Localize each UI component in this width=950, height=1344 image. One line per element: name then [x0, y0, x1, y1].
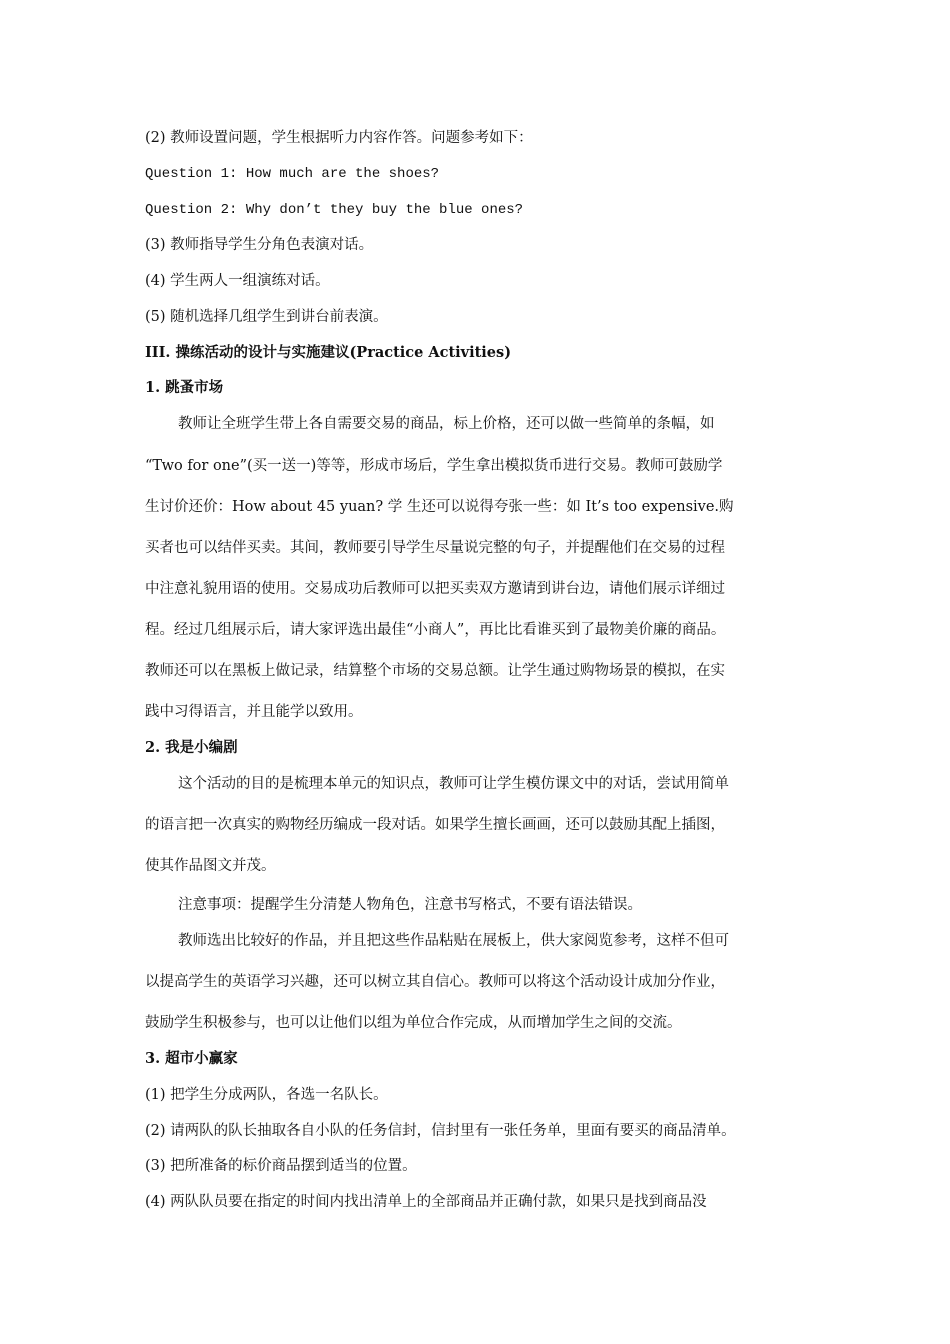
list-item: (4) 学生两人一组演练对话。 [145, 273, 330, 289]
paragraph-line: 鼓励学生积极参与，也可以让他们以组为单位合作完成，从而增加学生之间的交流。 [145, 1015, 682, 1031]
paragraph-line: 教师还可以在黑板上做记录，结算整个市场的交易总额。让学生通过购物场景的模拟，在实 [145, 663, 725, 679]
paragraph-line: “Two for one”(买一送一)等等，形成市场后，学生拿出模拟货币进行交易。教师可鼓励学 [145, 458, 723, 474]
paragraph-line: 这个活动的目的是梳理本单元的知识点，教师可让学生模仿课文中的对话，尝试用简单 [178, 776, 729, 792]
subsection-heading: 3. 超市小赢家 [145, 1050, 238, 1067]
list-item: (2) 请两队的队长抽取各自小队的任务信封，信封里有一张任务单，里面有要买的商品清单。 [145, 1123, 736, 1139]
list-item: (3) 把所准备的标价商品摆到适当的位置。 [145, 1158, 417, 1174]
question-line: Question 2: Why don’t they buy the blue ones? [145, 202, 524, 218]
paragraph-line: 践中习得语言，并且能学以致用。 [145, 704, 363, 720]
paragraph-line: 教师选出比较好的作品，并且把这些作品粘贴在展板上，供大家阅览参考，这样不但可 [178, 933, 729, 949]
list-item: (5) 随机选择几组学生到讲台前表演。 [145, 309, 388, 325]
subsection-heading: 2. 我是小编剧 [145, 739, 238, 756]
list-item: (3) 教师指导学生分角色表演对话。 [145, 237, 374, 253]
paragraph-line: 生讨价还价：How about 45 yuan? 学 生还可以说得夸张一些：如 It’s too expensive.购 [145, 499, 734, 515]
list-item: (1) 把学生分成两队，各选一名队长。 [145, 1087, 388, 1103]
section-heading: III. 操练活动的设计与实施建议(Practice Activities) [145, 344, 512, 361]
list-item: (4) 两队队员要在指定的时间内找出清单上的全部商品并正确付款，如果只是找到商品没 [145, 1194, 707, 1210]
paragraph-line: 以提高学生的英语学习兴趣，还可以树立其自信心。教师可以将这个活动设计成加分作业， [145, 974, 725, 990]
subsection-heading: 1. 跳蚤市场 [145, 379, 224, 396]
paragraph-line: 注意事项：提醒学生分清楚人物角色，注意书写格式，不要有语法错误。 [178, 897, 642, 913]
paragraph-line: 中注意礼貌用语的使用。交易成功后教师可以把买卖双方邀请到讲台边，请他们展示详细过 [145, 581, 725, 597]
question-line: Question 1: How much are the shoes? [145, 166, 440, 182]
paragraph-line: 使其作品图文并茂。 [145, 858, 276, 874]
paragraph-line: 买者也可以结伴买卖。其间，教师要引导学生尽量说完整的句子，并提醒他们在交易的过程 [145, 540, 725, 556]
paragraph-line: 的语言把一次真实的购物经历编成一段对话。如果学生擅长画画，还可以鼓励其配上插图， [145, 817, 725, 833]
paragraph-line: 教师让全班学生带上各自需要交易的商品，标上价格，还可以做一些简单的条幅，如 [178, 416, 715, 432]
list-item: (2) 教师设置问题，学生根据听力内容作答。问题参考如下： [145, 130, 533, 146]
paragraph-line: 程。经过几组展示后，请大家评选出最佳“小商人”，再比比看谁买到了最物美价廉的商品。 [145, 622, 726, 638]
